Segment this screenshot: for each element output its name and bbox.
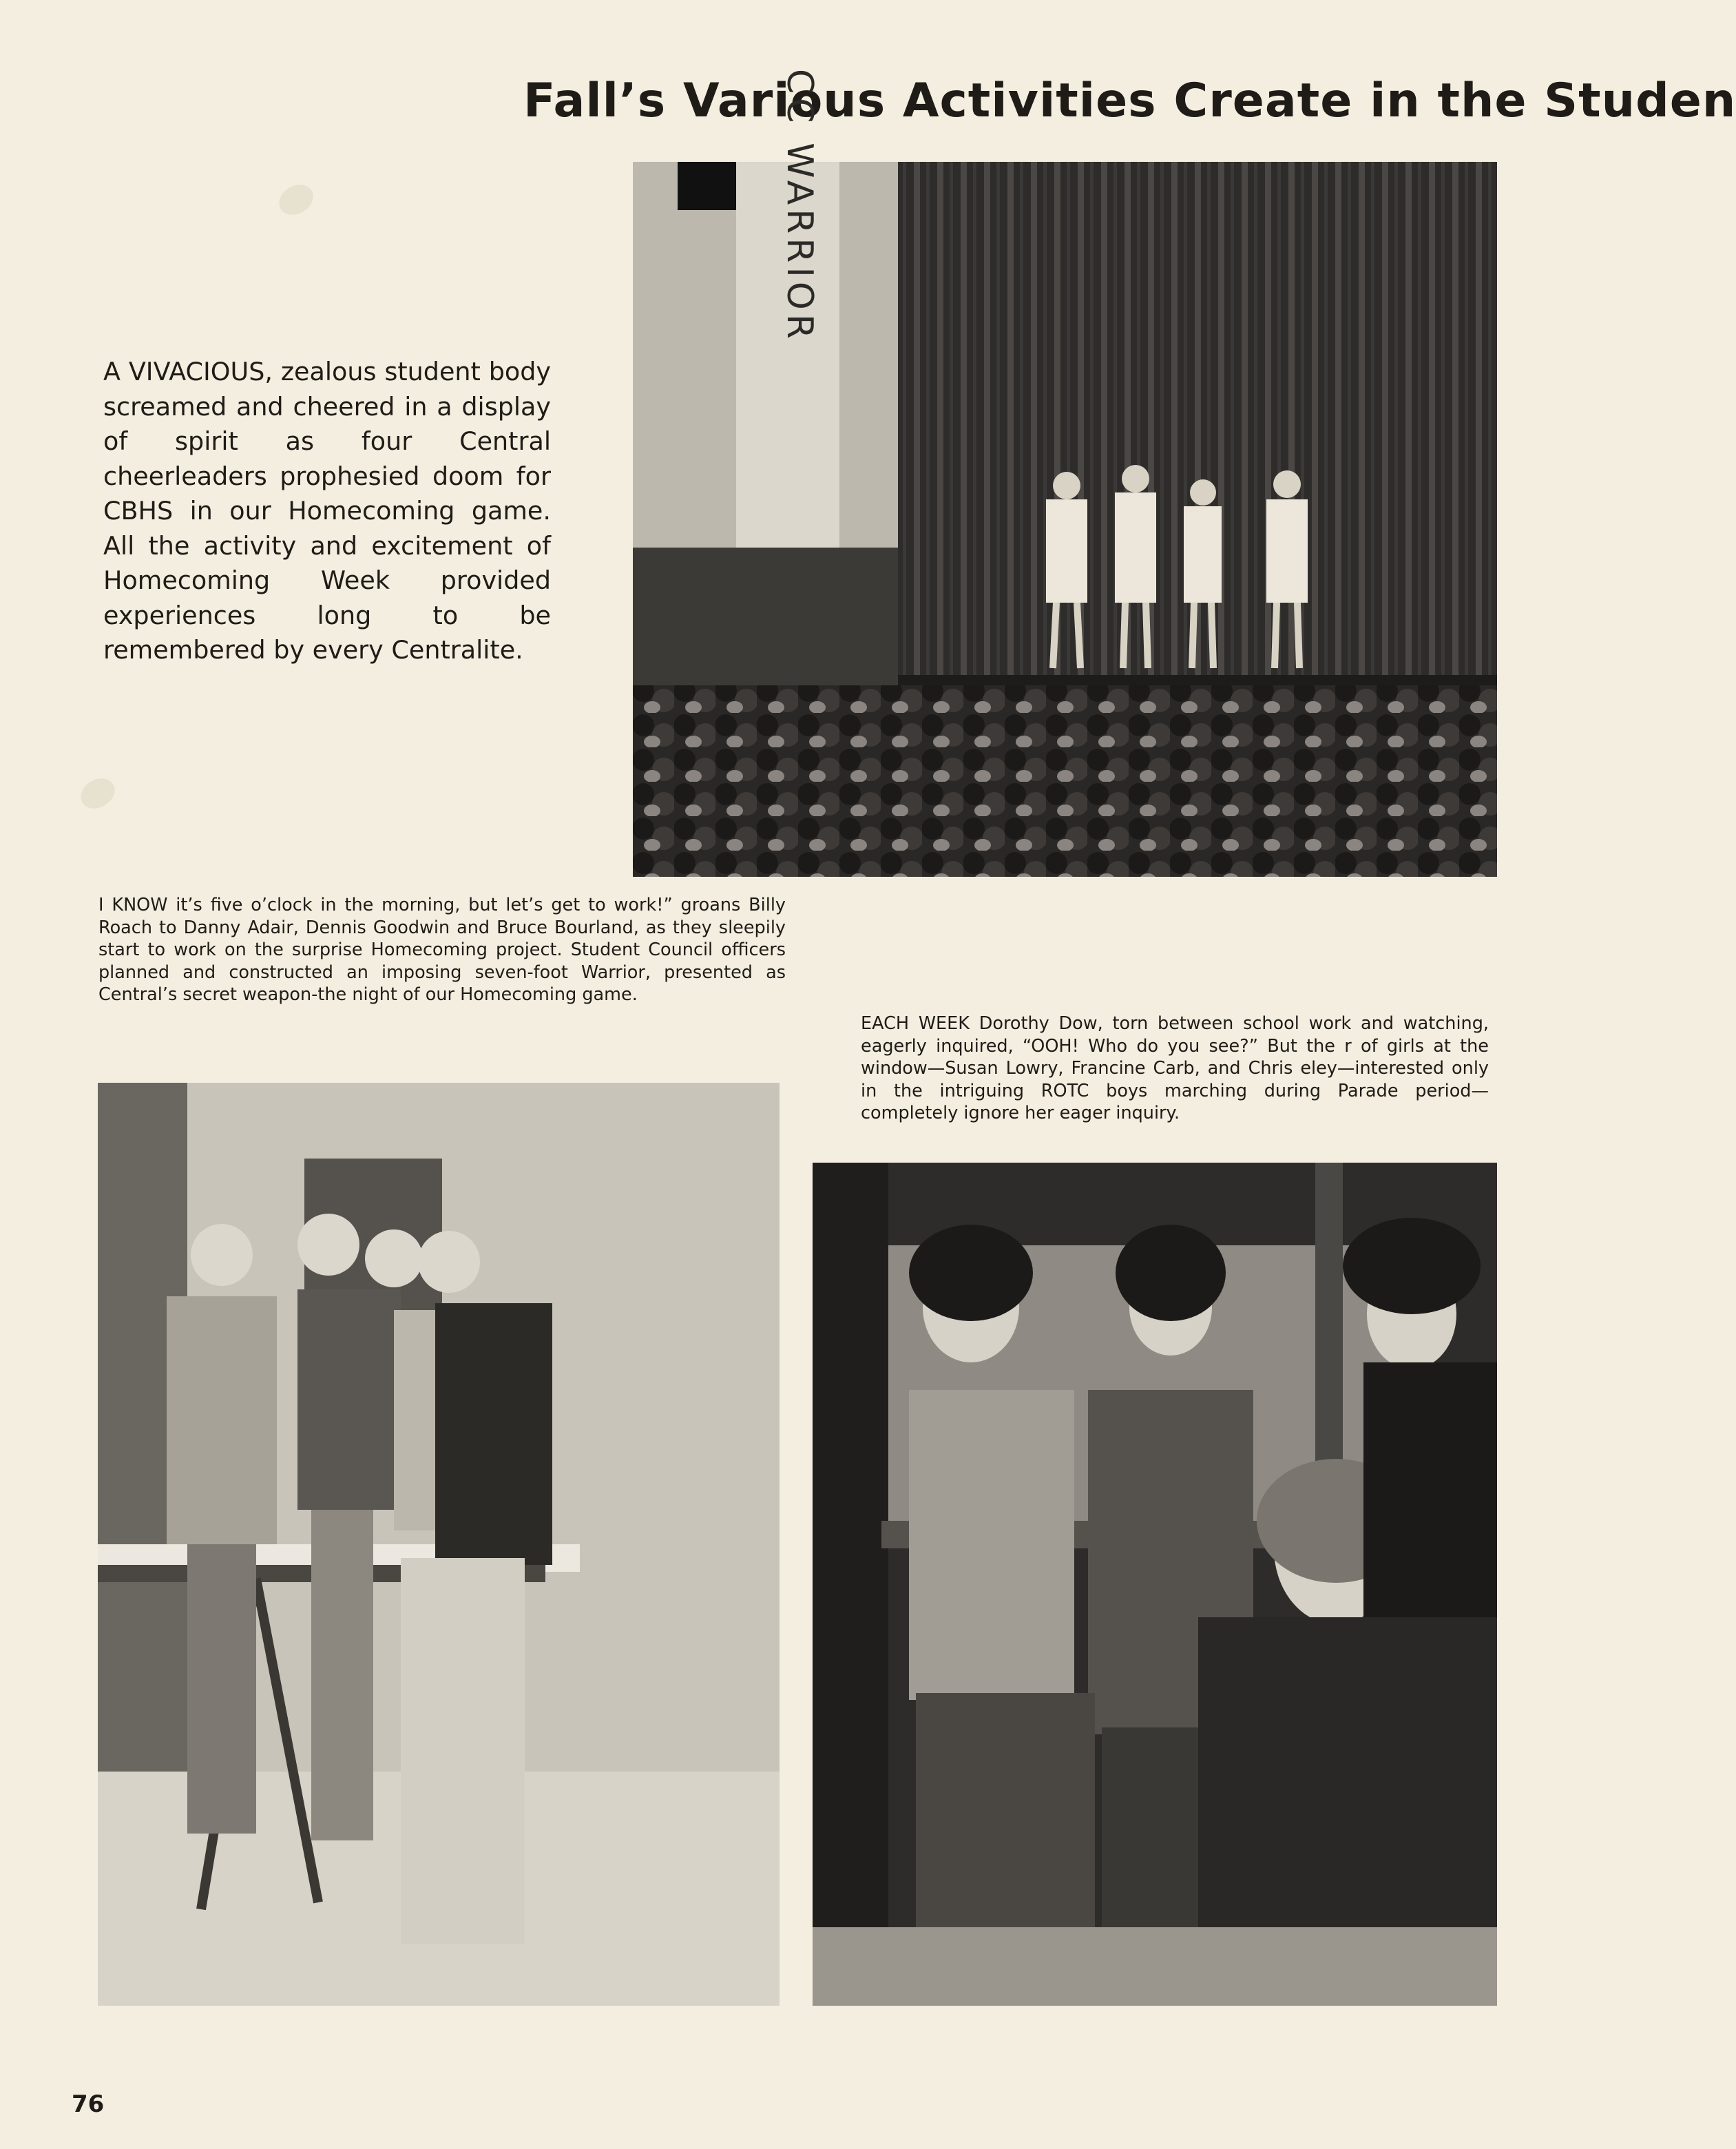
leaf-watermark-mid <box>77 773 118 814</box>
girls-at-window-photo <box>813 1163 1497 2006</box>
window-caption: EACH WEEK Dorothy Dow, torn between school work and watching, eagerly inquired, “OOH! Who do you see?” But the r of girls at the window—Susan Lowry, Francine Carb, and Chris eley—interested only in the intriguing ROTC boys marching during Parade period—completely ignore her eager inquiry. <box>861 1013 1489 1123</box>
page-title: Fall’s Various Activities Create in the Studen <box>523 74 1736 128</box>
page-number: 76 <box>72 2090 105 2118</box>
leaf-watermark-top <box>275 179 317 220</box>
work-caption: I KNOW it’s five o’clock in the morning, but let’s get to work!” groans Billy Roach to Danny Adair, Dennis Goodwin and Bruce Bourland, as they sleepily start to work on the surprise Homecoming project. Student Council officers planned and constructed an imposing seven-foot Warrior, presented as Central’s secret weapon-the night of our Homecoming game. <box>98 895 786 1005</box>
students-building-photo <box>98 1083 780 2006</box>
intro-paragraph: A VIVACIOUS, zealous student body screamed and cheered in a display of spirit as four Central cheerleaders prophesied doom for CBHS in our Homecoming game. All the activity and excitement of Homecoming Week provided experiences long to be remembered by every Centralite. <box>103 357 551 665</box>
warrior-banner-text: CC WARRIOR <box>779 69 820 343</box>
